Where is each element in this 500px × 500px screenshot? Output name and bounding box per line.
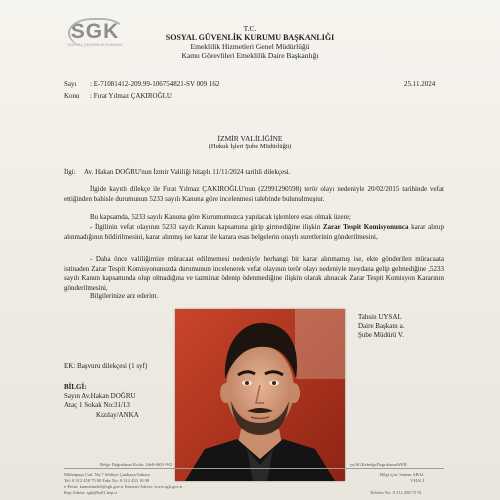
p3-pre: - İlgilinin vefat olayının 5233 sayılı Kanun kapsamına girip girmediğine ilişkin: [90, 223, 323, 231]
bilgi-line-3: Kızılay/ANKA: [96, 411, 139, 419]
ilgi-text: Av. Hakan DOĞRU'nun İzmir Valiliği hitaplı 11/11/2024 tarihli dilekçesi.: [84, 168, 291, 176]
attachment-line: EK: Başvuru dilekçesi (1 syf): [64, 362, 148, 370]
sayi-label: Sayı: [64, 80, 77, 88]
body-paragraph-3: [64, 223, 444, 242]
signature-title-1: Daire Başkanı a.: [358, 322, 405, 330]
logo-subtitle: SOSYAL GÜVENLİK KURUMU: [67, 41, 123, 47]
bilgi-label: BİLGİ:: [64, 383, 87, 391]
p3-bold: Zarar Tespit Komisyonunca: [322, 223, 409, 231]
footer-email: e-Posta: kamuemekli@sgk.gov.tr İnternet Adresi: www.sgk.gov.tr: [64, 484, 183, 489]
footer-tel-tail: V.H.K.İ: [410, 478, 425, 483]
footer-rule: [64, 468, 444, 469]
signature-title-2: Şube Müdürü V.: [358, 331, 404, 339]
footer-verify-tail: yu/SGKebelgeDogrulamaWEB: [350, 462, 407, 467]
portrait-photo: [175, 309, 345, 481]
recipient-title: İZMİR VALİLİĞİNE: [217, 134, 283, 143]
header-line3: Kamu Görevlileri Emeklilik Daire Başkanlığı: [181, 51, 319, 60]
header-line2: Emeklilik Hizmetleri Genel Müdürlüğü: [190, 42, 310, 51]
portrait-image: [175, 309, 345, 481]
p3-post: karar alınıp alınmadığının bildirilmesini, karar alınmış ise karar ile kararа esas belgelerin onaylı suretlerinin gönderilmesini,: [64, 223, 444, 241]
header-tc: T.C.: [243, 24, 257, 33]
ilgi-label: İlgi:: [64, 168, 76, 176]
recipient-subtitle: (Hukuk İşleri Şube Müdürlüğü): [208, 143, 292, 150]
footer-address: Mithatpaşa Cad. No:7 Sıhhiye Çankaya/Ankara: [64, 472, 150, 477]
footer-kep-tail: Telefon No: 0 312 458 75 91: [370, 490, 422, 495]
sayi-value: : E-71081412-209.99-106754821-SV 009 162: [90, 80, 220, 88]
body-paragraph-5: Bilgilerinize arz ederim.: [90, 292, 159, 300]
bilgi-line-1: Sayın Av.Hakan DOĞRU: [64, 392, 136, 400]
body-paragraph-4: - Daha önce valiliğimize müracaat edilmemesi nedeniyle herhangi bir karar alınmamış ise, ekte gönderilen müracaata istinaden Zarar Tespit Komisyonunuzda durumunun incelenerek vefat olayının terör olayı nedeniyle meydana gelip gelmediğine ,5233 sayılı Kanun kapsamında olup olmadığına ve tazminat ödenip ödenmediğine ilişkin olarak alınacak Zarar Tespit Komisyon Kararının gönderilmesini,: [64, 255, 444, 292]
body-paragraph-1: İlgide kayıtlı dilekçe ile Fırat Yılmaz ÇAKIROĞLU'nun (22991290598) terör olayı nedeniyle 20/02/2015 tarihinde vefat ettiğinden bahisle durumunun 5233 sayılı Kanuna göre incelenmesi talebinde bulunulmuştur.: [64, 185, 444, 203]
signature-name: Tahsin UYSAL: [358, 313, 402, 321]
footer-verify: Belge Doğrulama Kodu: 2de8-0d51-9f2: [100, 462, 173, 467]
footer-kep: Kep Adresi: sgk@hs01.kep.tr: [64, 490, 118, 495]
footer-tel: Tel: 0 312 458 75 00 Faks No: 0 312 433 10 98: [64, 478, 150, 483]
footer-address-tail: Bilgi için: Sanem ABAL: [380, 472, 425, 477]
document-date: 25.11.2024: [404, 80, 436, 88]
konu-value: : Fırat Yılmaz ÇAKIROĞLU: [90, 92, 172, 100]
body-paragraph-2: Bu kapsamda, 5233 sayılı Kanuna göre Kurumumuzca yapılacak işlemlere esas olmak üzere;: [90, 213, 351, 221]
header-org: SOSYAL GÜVENLİK KURUMU BAŞKANLIĞI: [165, 33, 335, 42]
bilgi-line-2: Ataç 1 Sokak No:31/13: [64, 401, 130, 409]
konu-label: Konu: [64, 92, 80, 100]
logo-mark: SGK: [70, 19, 120, 43]
